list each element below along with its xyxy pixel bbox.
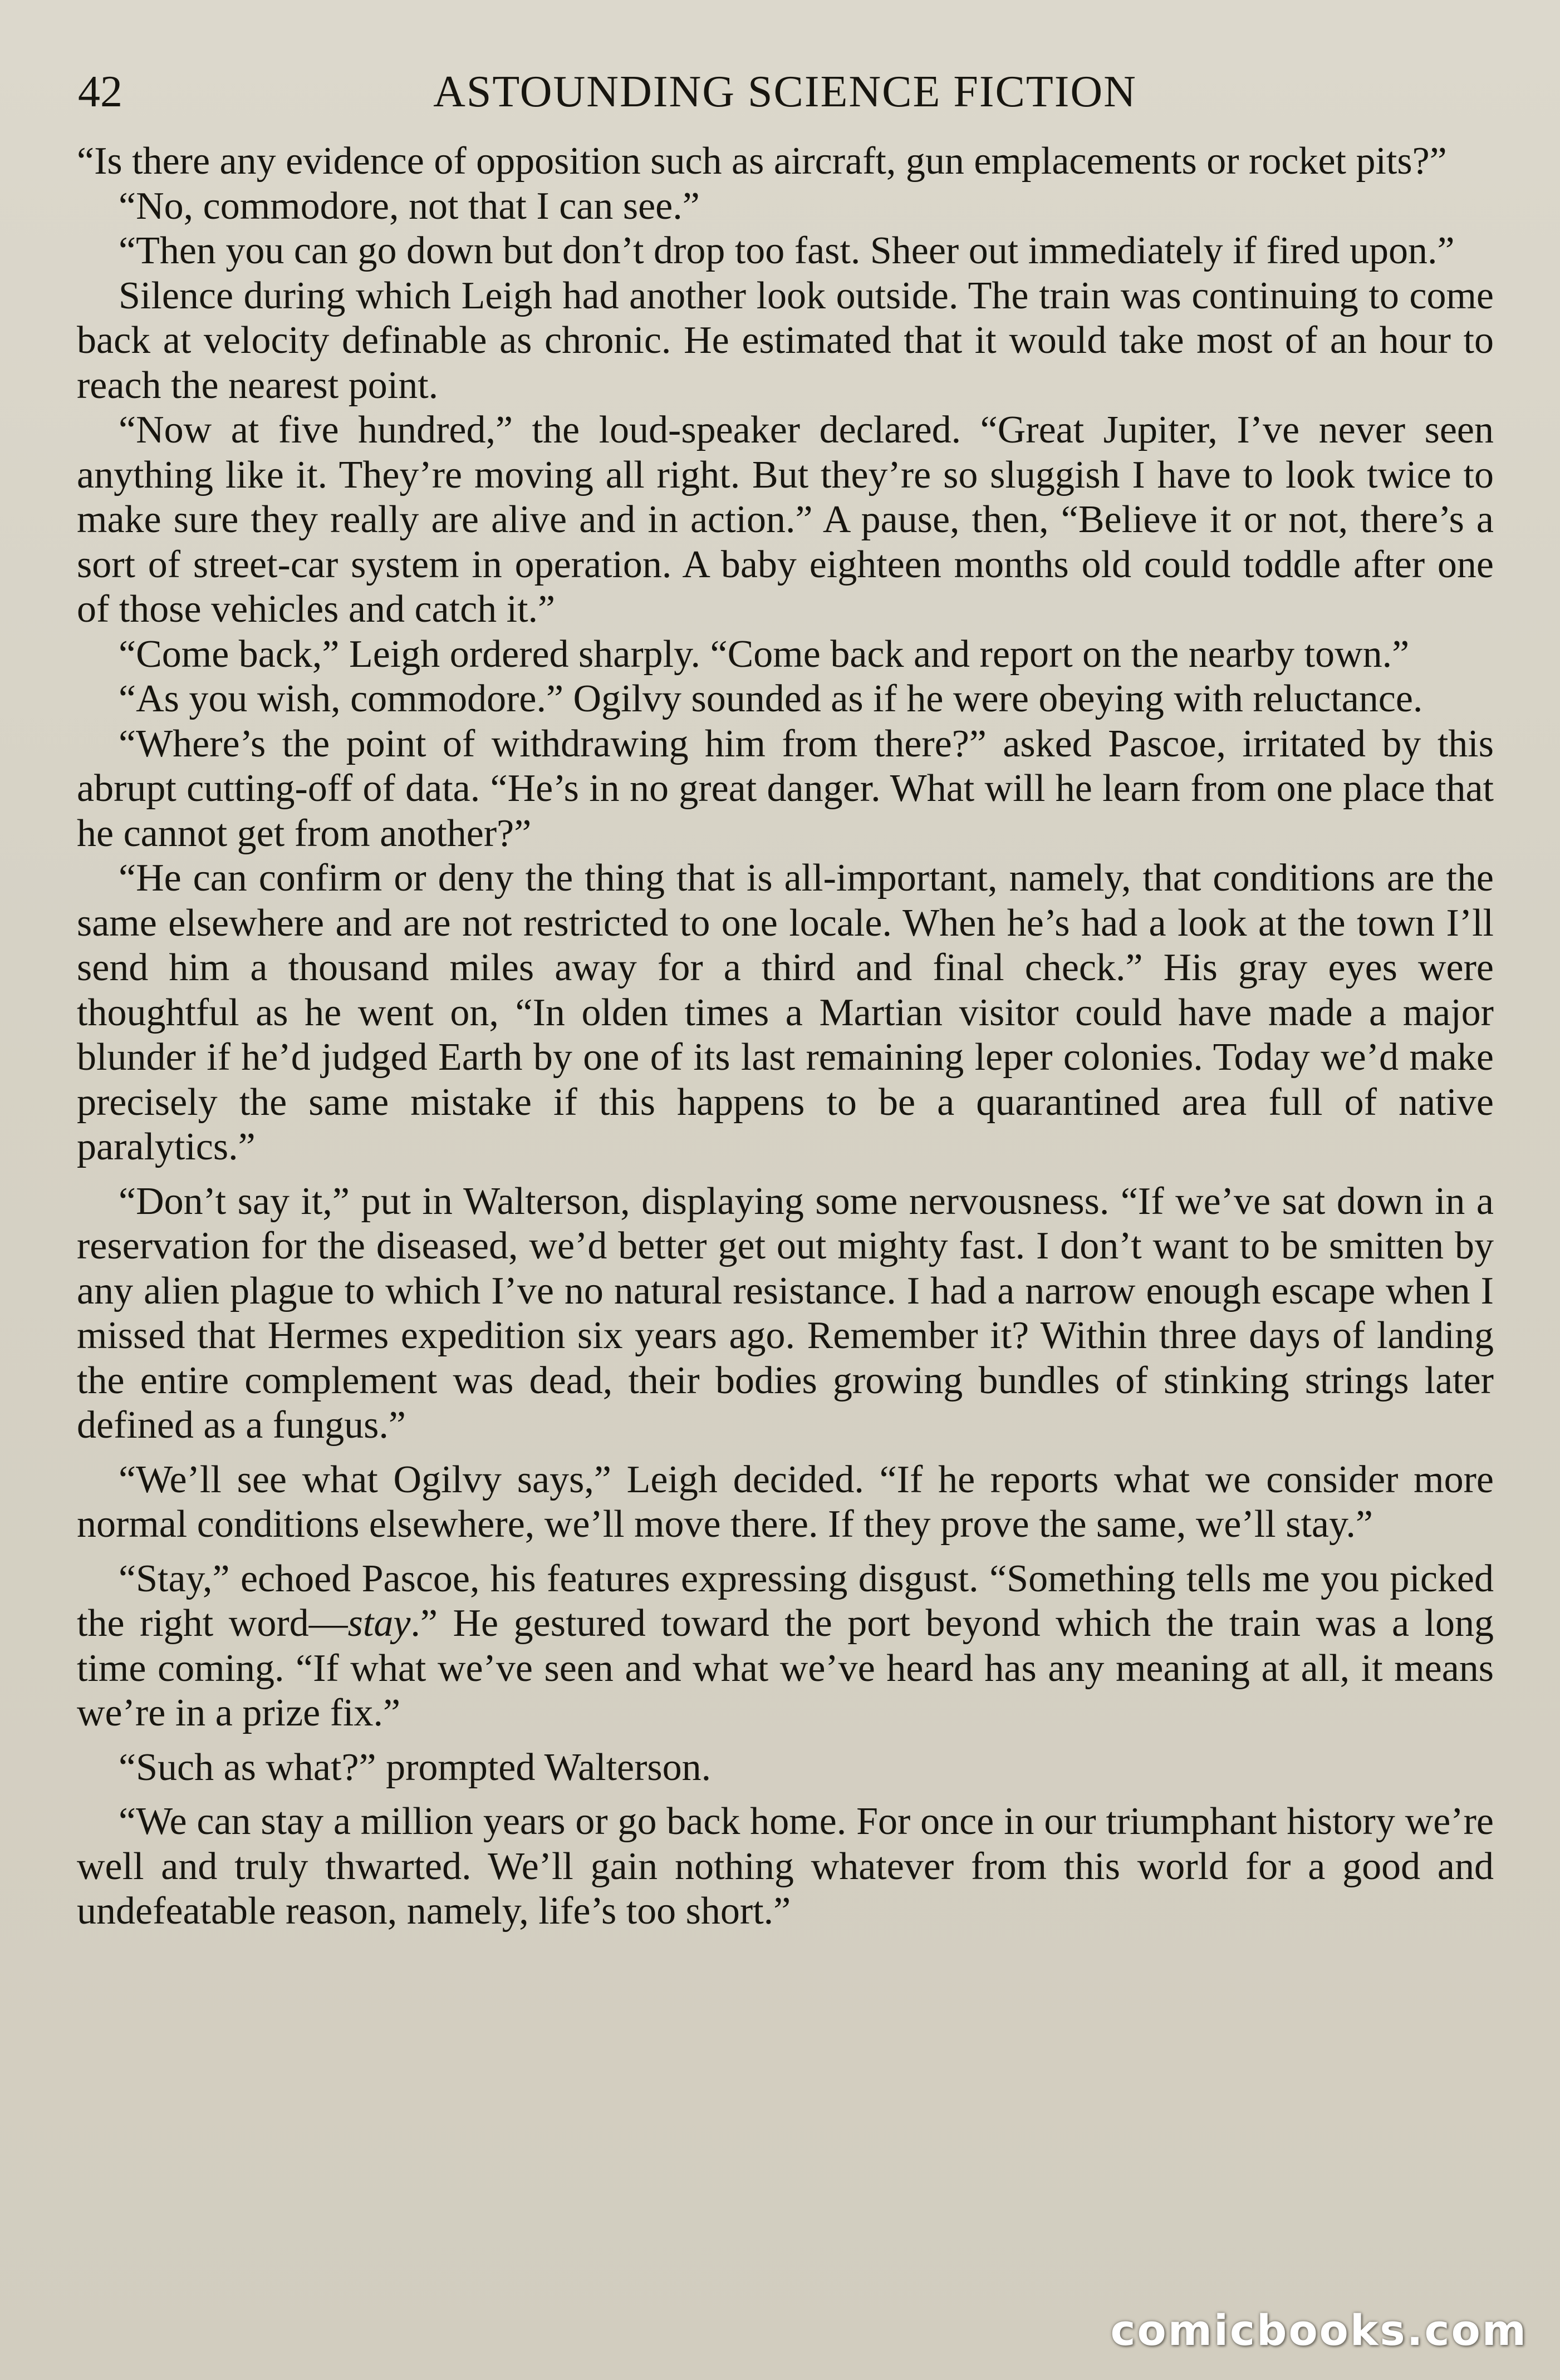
emphasized-text: stay — [347, 1602, 411, 1645]
paragraph-text: “Is there any evidence of opposition such as aircraft, gun emplacements or rocket pits?” — [77, 140, 1447, 183]
paragraph-text: “Stay,” echoed Pascoe, his features expressing disgust. “Something tells me you picked the right word— — [77, 1557, 1494, 1645]
paragraph — [77, 1557, 1494, 1736]
paragraph-text: “Where’s the point of withdrawing him from there?” asked Pascoe, irritated by this abrupt cutting-off of data. “He’s in no great danger. What will he learn from one place that he cannot get from another?” — [77, 722, 1494, 855]
watermark: comicbooks.com — [1110, 2305, 1528, 2355]
paragraph — [77, 1458, 1494, 1547]
paragraph — [77, 184, 1494, 229]
paragraph-text: “As you wish, commodore.” Ogilvy sounded as if he were obeying with reluctance. — [119, 677, 1423, 720]
paragraph — [77, 1745, 1494, 1791]
paragraph-text: “No, commodore, not that I can see.” — [119, 184, 700, 228]
paragraph-text: “We’ll see what Ogilvy says,” Leigh decided. “If he reports what we consider more normal conditions elsewhere, we’ll move there. If they prove the same, we’ll stay.” — [77, 1458, 1494, 1546]
paragraph — [77, 632, 1494, 677]
paragraph — [77, 722, 1494, 857]
paragraph — [77, 1799, 1494, 1934]
paragraph-text: “Don’t say it,” put in Walterson, displaying some nervousness. “If we’ve sat down in a reservation for the diseased, we’d better get out mighty fast. I don’t want to be smitten by any alien plague to which I’ve no natural resistance. I had a narrow enough escape when I missed that Hermes expedition six years ago. Remember it? Within three days of landing the entire complement was dead, their bodies growing bundles of stinking strings later defined as a fungus.” — [77, 1179, 1494, 1447]
paragraph-text: .” He gestured toward the port beyond which the train was a long time coming. “If what we’ve seen and what we’ve heard has any meaning at all, it means we’re in a prize fix.” — [77, 1602, 1494, 1734]
paragraph-text: “Come back,” Leigh ordered sharply. “Come back and report on the nearby town.” — [119, 632, 1410, 676]
page-header — [78, 61, 1492, 122]
paragraph — [77, 139, 1494, 184]
paragraph-text: “We can stay a million years or go back home. For once in our triumphant history we’re well and truly thwarted. We’ll gain nothing whatever from this world for a good and undefeatable reason, namely, life’s too short.” — [77, 1800, 1494, 1932]
paragraph-text: Silence during which Leigh had another look outside. The train was continuing to come back at velocity definable as chronic. He estimated that it would take most of an hour to reach the nearest point. — [77, 274, 1494, 407]
paragraph-text: “Now at five hundred,” the loud-speaker declared. “Great Jupiter, I’ve never seen anything like it. They’re moving all right. But they’re so sluggish I have to look twice to make sure they really are alive and in action.” A pause, then, “Believe it or not, there’s a sort of street-car system in operation. A baby eighteen months old could toddle after one of those vehicles and catch it.” — [77, 409, 1494, 631]
paragraph-text: “Such as what?” prompted Walterson. — [119, 1745, 712, 1789]
paragraph — [77, 408, 1494, 632]
paragraph-text: “Then you can go down but don’t drop too fast. Sheer out immediately if fired upon.” — [119, 229, 1455, 272]
paragraph-text: “He can confirm or deny the thing that is all-important, namely, that conditions are the same elsewhere and are not restricted to one locale. When he’s had a look at the town I’ll send him a thousand miles away for a third and final check.” His gray eyes were thoughtful as he went on, “In olden times a Martian visitor could have made a major blunder if he’d judged Earth by one of its last remaining leper colonies. Today we’d make precisely the same mistake if this happens to be a quarantined area full of native paralytics.” — [77, 857, 1494, 1168]
story-text — [77, 139, 1494, 1934]
page-number: 42 — [78, 67, 122, 116]
paragraph — [77, 1179, 1494, 1448]
paragraph — [77, 856, 1494, 1170]
paragraph — [77, 229, 1494, 274]
paragraph — [77, 677, 1494, 722]
running-head: ASTOUNDING SCIENCE FICTION — [433, 67, 1137, 116]
paragraph — [77, 274, 1494, 409]
